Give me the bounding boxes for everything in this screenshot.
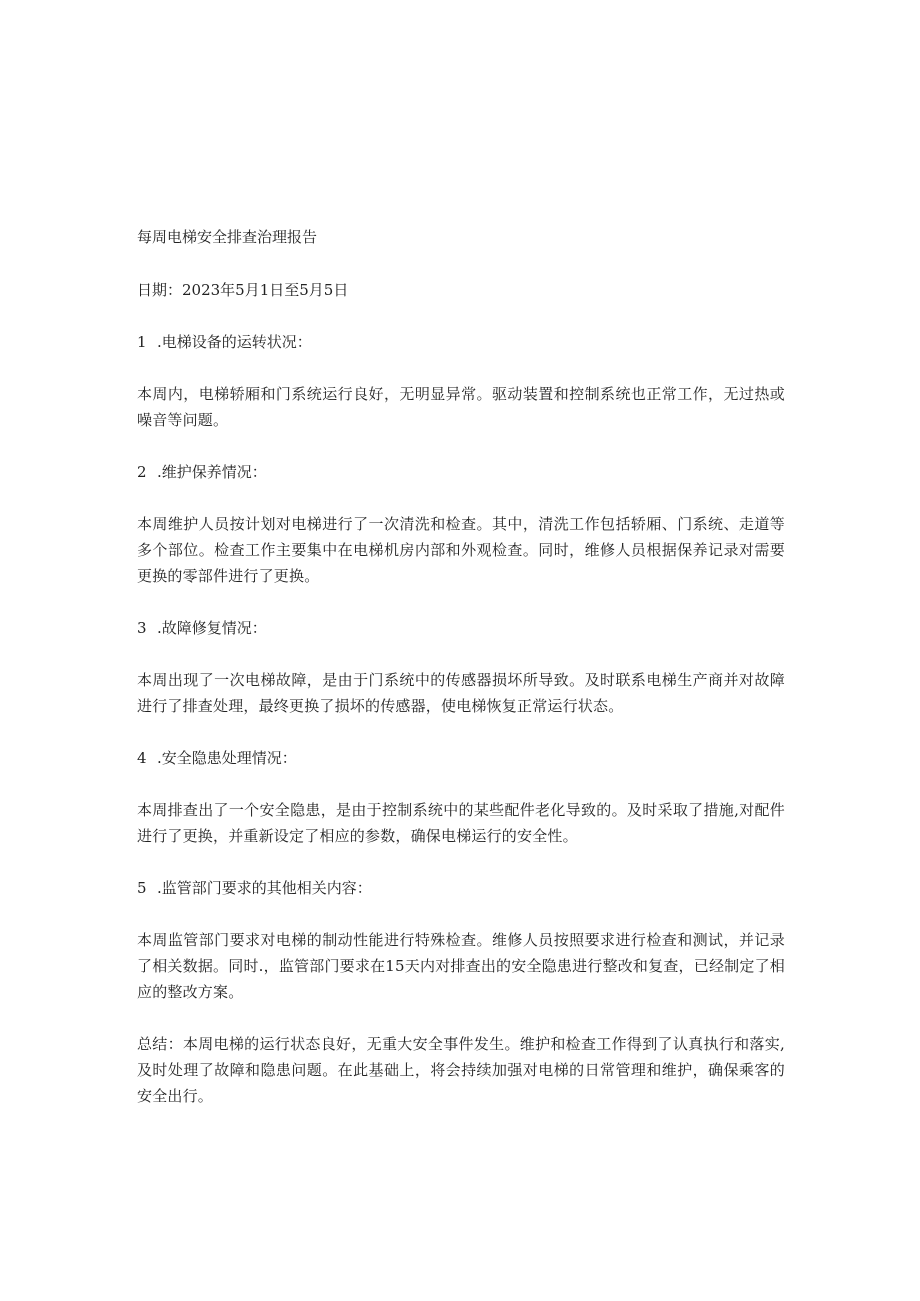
section-4-number: 4 [137, 749, 147, 767]
section-4-heading [137, 745, 785, 771]
section-4-body: 本周排查出了一个安全隐患，是由于控制系统中的某些配件老化导致的。及时采取了措施,对配件进行了更换，并重新设定了相应的参数，确保电梯运行的安全性。 [137, 801, 785, 845]
section-3-body: 本周出现了一次电梯故障，是由于门系统中的传感器损坏所导致。及时联系电梯生产商并对故障进行了排查处理，最终更换了损坏的传感器，使电梯恢复正常运行状态。 [137, 671, 785, 715]
section-5-body: 本周监管部门要求对电梯的制动性能进行特殊检查。维修人员按照要求进行检查和测试，并记录了相关数据。同时.，监管部门要求在15天内对排查出的安全隐患进行整改和复查，已经制定了相应的整改方案。 [137, 931, 785, 1001]
section-3-title: .故障修复情况： [157, 619, 267, 637]
section-3-number: 3 [137, 619, 147, 637]
section-1-body: 本周内，电梯轿厢和门系统运行良好，无明显异常。驱动装置和控制系统也正常工作，无过热或噪音等问题。 [137, 385, 785, 429]
section-1-title: .电梯设备的运转状况： [157, 333, 312, 351]
section-2-title: .维护保养情况： [157, 463, 267, 481]
section-2-body: 本周维护人员按计划对电梯进行了一次清洗和检查。其中，清洗工作包括轿厢、门系统、走道等多个部位。检查工作主要集中在电梯机房内部和外观检查。同时，维修人员根据保养记录对需要更换的零部件进行了更换。 [137, 515, 785, 585]
section-2-number: 2 [137, 463, 147, 481]
section-5-heading [137, 875, 785, 901]
section-2-heading [137, 459, 785, 485]
summary-paragraph: 总结：本周电梯的运行状态良好，无重大安全事件发生。维护和检查工作得到了认真执行和落实,及时处理了故障和隐患问题。在此基础上，将会持续加强对电梯的日常管理和维护，确保乘客的安全出行。 [137, 1035, 785, 1105]
section-1-heading [137, 329, 785, 355]
section-3-heading [137, 615, 785, 641]
section-5-title: .监管部门要求的其他相关内容： [157, 879, 372, 897]
document-title: 每周电梯安全排查治理报告 [137, 228, 318, 246]
section-5-number: 5 [137, 879, 147, 897]
document-date: 日期：2023年5月1日至5月5日 [137, 281, 349, 299]
document-page [137, 224, 785, 1135]
section-4-title: .安全隐患处理情况： [157, 749, 297, 767]
section-1-number: 1 [137, 333, 147, 351]
